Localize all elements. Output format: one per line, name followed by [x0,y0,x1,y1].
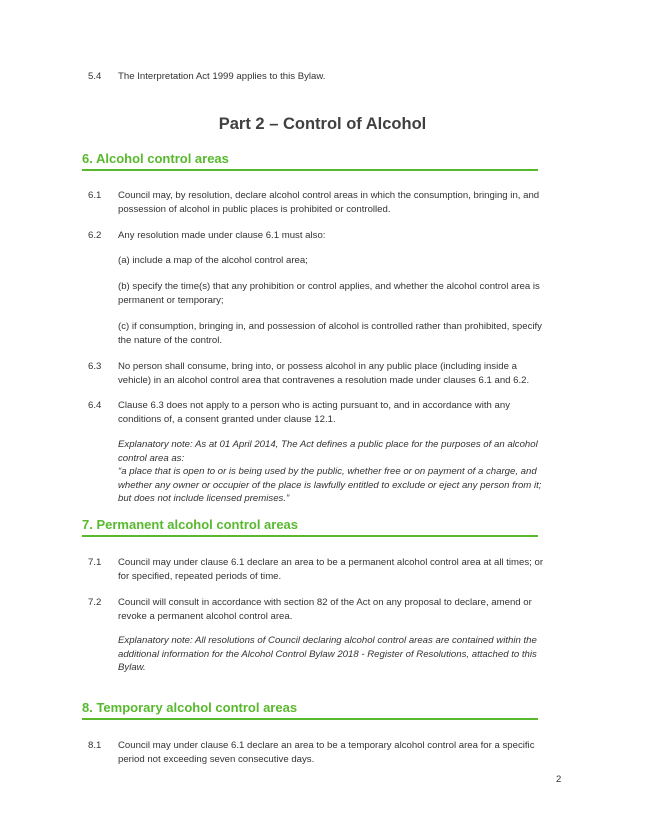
clause-number: 6.1 [88,190,102,201]
explanatory-note-7: Explanatory note: All resolutions of Council declaring alcohol control areas are contained within the additional information for the Alcohol Control Bylaw 2018 - Register of Resolutions, attached to this Bylaw. [118,635,537,673]
clause-6-2-b: (b) specify the time(s) that any prohibition or control applies, and whether the alcohol control area is permanent or temporary; [118,281,540,306]
section-8-heading: 8. Temporary alcohol control areas [82,700,538,720]
clause-6-4 [88,399,548,426]
clause-6-2-a: (a) include a map of the alcohol control area; [118,255,308,266]
note-line: Explanatory note: As at 01 April 2014, The Act defines a public place for the purposes of an alcohol control area as: [118,439,538,464]
clause-text: Any resolution made under clause 6.1 must also: [118,230,326,241]
clause-6-2 [88,229,548,243]
clause-number: 6.3 [88,361,102,372]
clause-number: 8.1 [88,740,102,751]
explanatory-note-6 [118,438,543,506]
clause-6-2-c: (c) if consumption, bringing in, and possession of alcohol is controlled rather than prohibited, specify the nature of the control. [118,321,542,346]
clause-text: The Interpretation Act 1999 applies to this Bylaw. [118,71,326,82]
page-number: 2 [556,774,562,785]
clause-number: 7.1 [88,557,102,568]
note-quote: “a place that is open to or is being used by the public, whether free or on payment of a charge, and whether any owner or occupier of the place is lawfully entitled to exclude or eject any person from it; but does not include licensed premises.” [118,466,542,504]
clause-number: 6.4 [88,400,102,411]
clause-6-3 [88,360,548,387]
clause-text: Council may under clause 6.1 declare an area to be a temporary alcohol control area for a specific period not exceeding seven consecutive days. [118,740,535,765]
clause-text: Council will consult in accordance with section 82 of the Act on any proposal to declare, amend or revoke a permanent alcohol control area. [118,597,532,622]
part-title: Part 2 – Control of Alcohol [218,115,427,133]
clause-text: Council may, by resolution, declare alcohol control areas in which the consumption, bringing in, and possession of alcohol in public places is prohibited or controlled. [118,190,540,215]
clause-text: No person shall consume, bring into, or possess alcohol in any public place (including inside a vehicle) in an alcohol control area that contravenes a resolution made under clauses 6.1 and 6.2. [118,361,530,386]
section-6-heading: 6. Alcohol control areas [82,151,538,171]
clause-7-1 [88,556,548,583]
clause-text: Clause 6.3 does not apply to a person who is acting pursuant to, and in accordance with any conditions of, a consent granted under clause 12.1. [118,400,510,425]
clause-number: 7.2 [88,597,102,608]
clause-6-1 [88,189,548,216]
clause-7-2 [88,596,548,623]
clause-number: 6.2 [88,230,102,241]
clause-5-4 [88,70,548,84]
clause-number: 5.4 [88,71,102,82]
section-7-heading: 7. Permanent alcohol control areas [82,517,538,537]
clause-8-1 [88,739,548,766]
clause-text: Council may under clause 6.1 declare an area to be a permanent alcohol control area at all times; or for specified, repeated periods of time. [118,557,544,582]
